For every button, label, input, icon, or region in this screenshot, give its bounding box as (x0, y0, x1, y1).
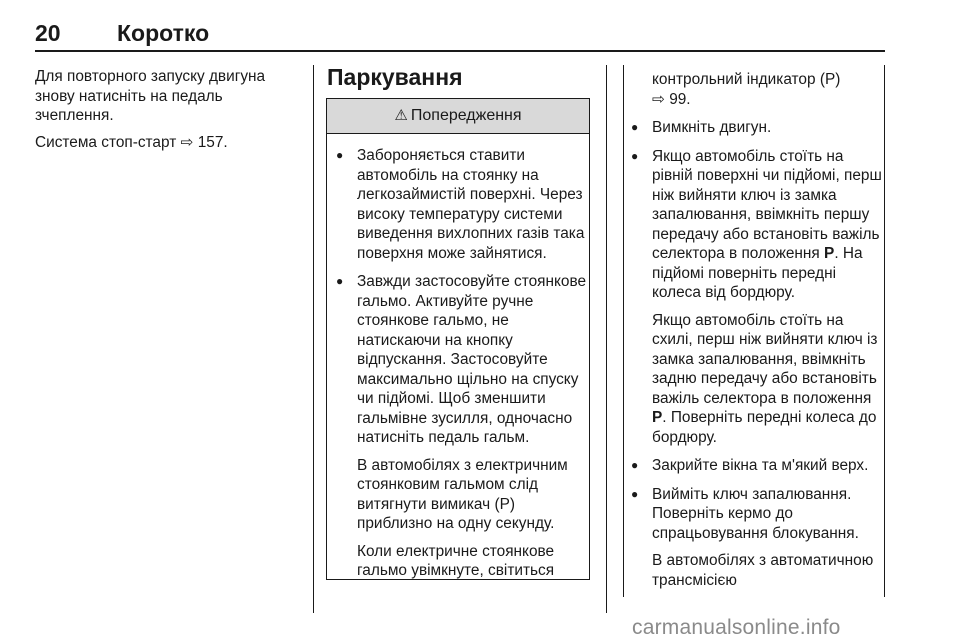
parking-brake-icon: (P) (819, 71, 841, 88)
page-ref-arrow-icon: ⇨ (652, 90, 665, 108)
warning-extra-text: В автомобілях з електричним стоянковим гальмом слід витягнути вимикач (357, 456, 568, 513)
stop-start-ref (35, 133, 293, 153)
section-title: Паркування (327, 64, 463, 90)
warning-extra-paragraph: Коли електричне стоянкове гальмо увімкнуте, світиться (357, 542, 555, 579)
continued-text (630, 70, 882, 109)
indicator-label: контрольний індикатор (652, 71, 816, 88)
list-item-text (652, 147, 882, 303)
list-item-text: ● Вийміть ключ запалювання. Поверніть кермо до спрацьовування блокування. (652, 485, 859, 542)
page-ref-number: 157. (197, 133, 228, 151)
warning-title: Попередження (410, 107, 522, 125)
list-item-text-part: Якщо автомобіль стоїть на рівній поверхні чи підйомі, перш ніж вийняти ключ із замка запалювання, ввімкніть першу передачу або встановіть важіль селектора в положення (652, 147, 882, 262)
page-ref-arrow-icon: ⇨ (180, 133, 194, 151)
list-item (630, 147, 882, 448)
gear-position-p: P (652, 409, 663, 426)
stop-start-label: Система стоп-старт (35, 133, 181, 151)
list-item-text-part: . Поверніть передні колеса до бордюру. (652, 409, 877, 446)
warning-item-text: ● Завжди застосовуйте стоянкове гальмо. Активуйте ручне стоянкове гальмо, не натискаючи на кнопку відпускання. Застосовуйте максимально щільно на спуску чи підйомі. Щоб зменшити гальмівне зусилля, одночасно натисніть педаль гальм. (357, 273, 587, 446)
warning-extra-paragraph (357, 456, 589, 534)
column-divider-2 (606, 65, 607, 613)
column-divider-1 (313, 65, 314, 613)
list-item: ● Закрийте вікна та м'який верх. (630, 456, 882, 476)
parking-brake-icon: (P) (494, 495, 515, 513)
page-title: Коротко (117, 20, 210, 46)
list-item-subparagraph (652, 311, 882, 448)
warning-extra-text-2: приблизно на одну секунду. (357, 515, 555, 532)
column-divider-3 (623, 65, 624, 597)
warning-box (326, 98, 590, 580)
watermark: carmanualsonline.info (632, 616, 841, 639)
column-divider-4 (884, 65, 885, 597)
list-item: ● Вимкніть двигун. (630, 118, 882, 138)
column-right (630, 70, 882, 599)
warning-body (327, 134, 589, 581)
list-item (630, 485, 882, 591)
gear-position-p: P (824, 245, 835, 262)
warning-header (327, 99, 589, 134)
warning-item: ● Забороняється ставити автомобіль на стоянку на легкозаймистій поверхні. Через високу температуру системи виведення вихлопних газів така поверхня може зайнятися. (327, 146, 589, 263)
list-item-subparagraph: В автомобілях з автоматичною трансмісією (652, 552, 874, 589)
warning-item (327, 272, 589, 581)
page-ref-number: 99. (669, 90, 691, 108)
header-rule (35, 50, 885, 52)
list-item-text-part: Якщо автомобіль стоїть на схилі, перш ніж вийняти ключ із замка запалювання, ввімкніть задню передачу або встановіть важіль селектора в положення (652, 311, 878, 407)
page-number: 20 (35, 20, 61, 46)
restart-paragraph: Для повторного запуску двигуна знову натисніть на педаль зчеплення. (35, 68, 266, 124)
column-left (35, 67, 293, 159)
list-item-text-part: . На підйомі поверніть передні колеса від бордюру. (652, 245, 863, 301)
warning-triangle-icon: ⚠ (394, 107, 408, 125)
